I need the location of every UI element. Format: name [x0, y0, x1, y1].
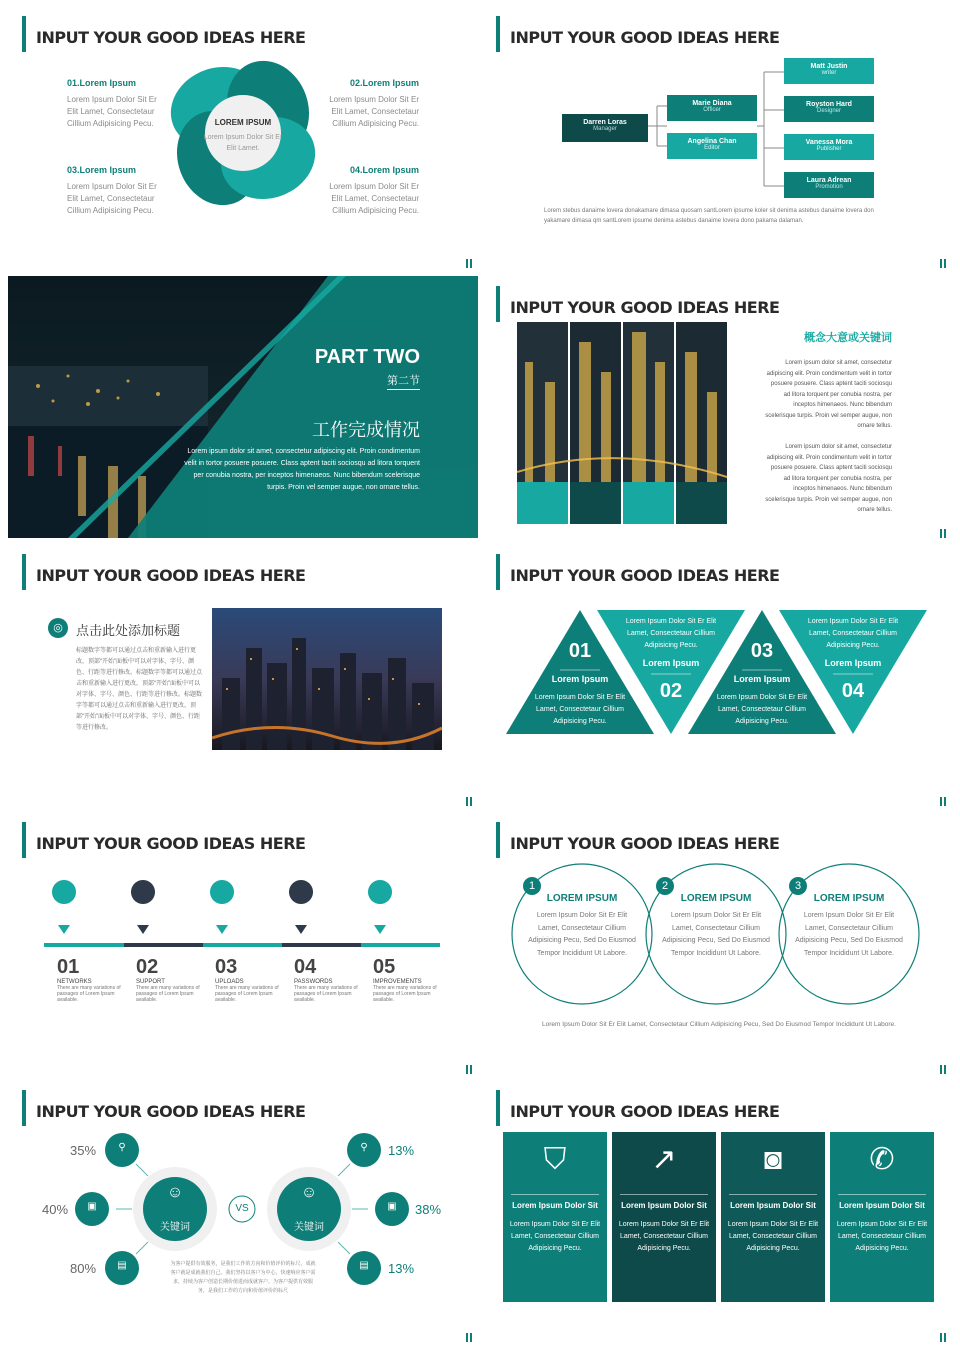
search-icon: ⚲ [360, 1142, 368, 1153]
slide-title: INPUT YOUR GOOD IDEAS HERE [36, 28, 306, 47]
tri-text-03: Lorem Ipsum Dolor Sit Er Elit Lamet, Consectetaur Cillium Adipisicing Pecu. [716, 694, 808, 725]
corner-mark [940, 1065, 946, 1074]
circle-text: Lorem Ipsum Dolor Sit Er Elit Lamet, Consectetaur Cillium Adipisicing Pecu, Sed Do Eiusmod Tempor Incididunt Ut Labore. [795, 912, 903, 957]
vs-footer-text: 为客户提供有效服务，是我们工作的方向和价值评价的标尺，成就客户就是成就我们自己。我们坚持以客户为中心，快速响应客户需求，持续为客户创造长期价值进而成就客户。为客户提供有效服务，是我们工作的方向和价值评价的标尺 [170, 1261, 316, 1294]
search-icon: ⚲ [118, 1142, 126, 1153]
step-03 [215, 956, 281, 1003]
step-01 [57, 956, 123, 1003]
section-text: 标题数字等都可以通过点击和重新输入进行更改，顶部“开始”面板中可以对字体、字号、颜色、行距等进行修改。标题数字等都可以通过点击和重新输入进行更改，顶部“开始”面板中可以对字体、字号、颜色、行距等进行修改。标题数字等都可以通过点击和重新输入进行更改，顶部“开始”面板中可以对字体、字号、颜色、行距等进行修改。 [76, 648, 203, 731]
support-icon: ⊕ [138, 909, 148, 921]
circle-number-1: 1 [528, 880, 536, 892]
tri-label-01: Lorem Ipsum [551, 674, 609, 684]
circle-title: LOREM IPSUM [813, 893, 885, 904]
step-text: There are many variations of passages of Lorem Ipsum available. [136, 985, 200, 1003]
step-name: PASSWORDS [294, 979, 333, 985]
step-text: There are many variations of passages of Lorem Ipsum available. [57, 985, 121, 1003]
tools-icon: ⚒ [375, 909, 385, 921]
card-4 [830, 1132, 934, 1302]
item-title: 04.Lorem Ipsum [349, 165, 419, 175]
step-name: UPLOADS [215, 979, 244, 985]
item-01 [67, 78, 162, 130]
slide-title: INPUT YOUR GOOD IDEAS HERE [36, 1102, 306, 1121]
step-text: There are many variations of passages of Lorem Ipsum available. [373, 985, 437, 1003]
network-icon: ⚇ [59, 909, 69, 921]
trend-up-icon: ↗ [651, 1143, 677, 1176]
item-04 [324, 165, 419, 217]
slide-title: INPUT YOUR GOOD IDEAS HERE [510, 1102, 780, 1121]
right-pct-3: 13% [388, 1261, 415, 1276]
circle-title: LOREM IPSUM [546, 893, 618, 904]
org-node-mid-2 [667, 133, 757, 159]
node-role: Officer [703, 107, 721, 113]
node-role: Manager [593, 126, 617, 132]
node-role: writer [821, 70, 837, 76]
corner-mark [940, 529, 946, 538]
step-number: 04 [294, 956, 317, 978]
vs-label: VS [235, 1203, 249, 1214]
tri-text-01: Lorem Ipsum Dolor Sit Er Elit Lamet, Consectetaur Cillium Adipisicing Pecu. [534, 694, 626, 725]
card-title: Lorem Ipsum Dolor Sit [620, 1194, 708, 1211]
right-pct-1: 13% [388, 1143, 415, 1158]
node-role: Promotion [815, 184, 843, 190]
tri-label-02: Lorem Ipsum [642, 658, 700, 668]
circle-text: Lorem Ipsum Dolor Sit Er Elit Lamet, Consectetaur Cillium Adipisicing Pecu, Sed Do Eiusmod Tempor Incididunt Ut Labore. [662, 912, 770, 957]
step-number: 05 [373, 956, 396, 978]
title-bar [496, 1090, 500, 1126]
city-photo [8, 276, 478, 538]
center-title: LOREM IPSUM [214, 118, 272, 127]
concept-heading: 概念大意或关键词 [804, 332, 892, 344]
corner-mark [466, 259, 472, 268]
left-pct-2: 40% [42, 1202, 69, 1217]
slide-3-part-two [8, 276, 478, 538]
circle-number-2: 2 [661, 880, 669, 892]
slide-2-org-chart [482, 6, 952, 268]
image-icon: ▤ [359, 1260, 369, 1271]
step-markers [8, 812, 478, 1074]
node-role: Editor [704, 145, 720, 151]
node-role: Publisher [816, 146, 842, 152]
slide-title: INPUT YOUR GOOD IDEAS HERE [510, 28, 780, 47]
slide-9-vs [8, 1080, 478, 1342]
tri-label-03: Lorem Ipsum [733, 674, 791, 684]
slide-10-cards [482, 1080, 952, 1342]
basketball-icon: ◎ [48, 618, 68, 638]
slide-5-image-text [8, 544, 478, 806]
card-title: Lorem Ipsum Dolor Sit [838, 1194, 926, 1211]
corner-mark [466, 1333, 472, 1342]
user-icon: ☺ [300, 1184, 318, 1201]
concept-p2: Lorem ipsum dolor sit amet, consectetur adipiscing elit. Proin condimentum velit in tortor posuere posuere. Class aptent taciti sociosqu ad litora torquent per conubia nostra, per inceptos himenaeos. Nunc bibendum scelerisque turpis. Proin vel semper augue, non ornare tellus. [765, 444, 892, 513]
step-text: There are many variations of passages of Lorem Ipsum available. [294, 985, 358, 1003]
org-footer-text: Lorem stebus danaime lovera donakamare dimasa quosam santLorem ipsume koler sit denima astebus danaime lovera don yakamare dimasa qm santLorem ipsume denima astebus danaime lovera dono pakama dalaman. [544, 208, 874, 224]
title-bar [496, 286, 500, 322]
center-text: Lorem Ipsum Dolor Sit Er Elit Lamet. [203, 134, 283, 152]
part-title: PART TWO [314, 346, 420, 368]
section-heading: 点击此处添加标题 [76, 623, 181, 638]
item-text: Lorem Ipsum Dolor Sit Er Elit Lamet, Consectetaur Cillium Adipisicing Pecu. [67, 182, 157, 215]
item-text: Lorem Ipsum Dolor Sit Er Elit Lamet, Consectetaur Cillium Adipisicing Pecu. [329, 182, 419, 215]
circle-content-3 [794, 893, 904, 960]
slide-title: INPUT YOUR GOOD IDEAS HERE [36, 566, 306, 585]
circle-content-2 [661, 893, 771, 960]
org-node-leaf-1 [784, 58, 874, 84]
tri-label-04: Lorem Ipsum [824, 658, 882, 668]
title-bar [22, 16, 26, 52]
keyword-left: 关键词 [160, 1222, 190, 1233]
org-node-leaf-2 [784, 96, 874, 122]
step-text: There are many variations of passages of Lorem Ipsum available. [215, 985, 279, 1003]
step-number: 03 [215, 956, 238, 978]
left-pct-3: 80% [70, 1261, 97, 1276]
item-text: Lorem Ipsum Dolor Sit Er Elit Lamet, Consectetaur Cillium Adipisicing Pecu. [67, 95, 157, 128]
node-name: Angelina Chan [687, 138, 737, 145]
slide-title: INPUT YOUR GOOD IDEAS HERE [510, 566, 780, 585]
corner-mark [940, 1333, 946, 1342]
step-number: 02 [136, 956, 159, 978]
card-title: Lorem Ipsum Dolor Sit [729, 1194, 817, 1211]
tri-text-02: Lorem Ipsum Dolor Sit Er Elit Lamet, Consectetaur Cillium Adipisicing Pecu. [625, 618, 717, 649]
item-title: 01.Lorem Ipsum [67, 78, 137, 88]
phone-icon: ✆ [869, 1143, 895, 1176]
card-text: Lorem Ipsum Dolor Sit Er Elit Lamet, Consectetaur Cillium Adipisicing Pecu. [836, 1221, 928, 1252]
cloud-upload-icon: ☁ [216, 909, 228, 921]
card-text: Lorem Ipsum Dolor Sit Er Elit Lamet, Consectetaur Cillium Adipisicing Pecu. [509, 1221, 601, 1252]
key-icon: ⚷ [296, 909, 306, 921]
city-night-photo [212, 608, 442, 750]
slide-title: INPUT YOUR GOOD IDEAS HERE [510, 834, 780, 853]
item-title: 03.Lorem Ipsum [67, 165, 137, 175]
shield-check-icon: ⛉ [543, 1143, 567, 1176]
slide-4-image-columns [482, 276, 952, 538]
step-name: SUPPORT [136, 979, 165, 985]
card-text: Lorem Ipsum Dolor Sit Er Elit Lamet, Consectetaur Cillium Adipisicing Pecu. [727, 1221, 819, 1252]
item-03 [67, 165, 162, 217]
slide-title: INPUT YOUR GOOD IDEAS HERE [510, 298, 780, 317]
org-node-mid-1 [667, 95, 757, 121]
tri-number-04: 04 [841, 680, 865, 702]
step-name: IMPROVEMENTS [373, 979, 422, 985]
tri-text-04: Lorem Ipsum Dolor Sit Er Elit Lamet, Consectetaur Cillium Adipisicing Pecu. [807, 618, 899, 649]
image-icon: ▤ [117, 1260, 127, 1271]
item-title: 02.Lorem Ipsum [349, 78, 419, 88]
circle-content-1 [527, 893, 637, 960]
part-subtitle: 第二节 [387, 372, 420, 390]
title-bar [22, 554, 26, 590]
left-pct-1: 35% [70, 1143, 97, 1158]
window-icon: ▣ [387, 1201, 397, 1212]
circles-footer: Lorem Ipsum Dolor Sit Er Elit Lamet, Consectetaur Cillium Adipisicing Pecu, Sed Do Eiusmod Tempor Incididunt Ut Labore. [542, 1021, 896, 1028]
corner-mark [940, 797, 946, 806]
node-name: Marie Diana [692, 100, 732, 107]
step-number: 01 [57, 956, 80, 978]
tri-number-03: 03 [750, 640, 774, 662]
slide-6-triangles [482, 544, 952, 806]
node-name: Vanessa Mora [805, 139, 853, 146]
card-3 [721, 1132, 825, 1302]
slide-8-circles [482, 812, 952, 1074]
step-02 [136, 956, 202, 1003]
node-name: Matt Justin [810, 63, 848, 70]
item-02 [324, 78, 419, 130]
corner-mark [466, 1065, 472, 1074]
keyword-right: 关键词 [294, 1222, 324, 1233]
circle-text: Lorem Ipsum Dolor Sit Er Elit Lamet, Consectetaur Cillium Adipisicing Pecu, Sed Do Eiusmod Tempor Incididunt Ut Labore. [528, 912, 636, 957]
camera-icon: ◙ [763, 1143, 783, 1176]
part-heading: 工作完成情况 [312, 420, 420, 440]
image-columns [517, 322, 729, 526]
org-node-leaf-3 [784, 134, 874, 160]
slide-title: INPUT YOUR GOOD IDEAS HERE [36, 834, 306, 853]
slide-7-steps [8, 812, 478, 1074]
window-icon: ▣ [87, 1201, 97, 1212]
slide-1-petal-diagram [8, 6, 478, 268]
card-1 [503, 1132, 607, 1302]
item-text: Lorem Ipsum Dolor Sit Er Elit Lamet, Consectetaur Cillium Adipisicing Pecu. [329, 95, 419, 128]
step-05 [373, 956, 439, 1003]
card-title: Lorem Ipsum Dolor Sit [511, 1194, 599, 1211]
right-pct-2: 38% [415, 1202, 442, 1217]
card-text: Lorem Ipsum Dolor Sit Er Elit Lamet, Consectetaur Cillium Adipisicing Pecu. [618, 1221, 710, 1252]
part-text: Lorem ipsum dolor sit amet, consectetur adipiscing elit. Proin condimentum velit in tortor posuere posuere. Class aptent taciti sociosqu ad litora torquent per conubia nostra, per inceptos himenaeos. Nunc bibendum scelerisque turpis. Proin vel semper augue, non ornare tellus. [184, 448, 420, 491]
tri-number-01: 01 [568, 640, 592, 662]
user-icon: ☺ [166, 1184, 184, 1201]
node-name: Laura Adrean [806, 177, 852, 184]
corner-mark [466, 797, 472, 806]
concept-p1: Lorem ipsum dolor sit amet, consectetur adipiscing elit. Proin condimentum velit in tortor posuere posuere. Class aptent taciti sociosqu ad litora torquent per conubia nostra, per inceptos himenaeos. Nunc bibendum scelerisque turpis. Proin vel semper augue, non ornare tellus. [765, 360, 892, 429]
node-role: Designer [816, 108, 841, 114]
org-node-leaf-4 [784, 172, 874, 198]
card-2 [612, 1132, 716, 1302]
circle-title: LOREM IPSUM [680, 893, 752, 904]
step-name: NETWORKS [57, 979, 92, 985]
circle-number-3: 3 [794, 880, 802, 892]
step-04 [294, 956, 360, 1003]
tri-number-02: 02 [659, 680, 683, 702]
node-name: Darren Loras [583, 119, 627, 126]
org-node-root [562, 114, 648, 142]
corner-mark [940, 259, 946, 268]
node-name: Royston Hard [806, 101, 852, 108]
